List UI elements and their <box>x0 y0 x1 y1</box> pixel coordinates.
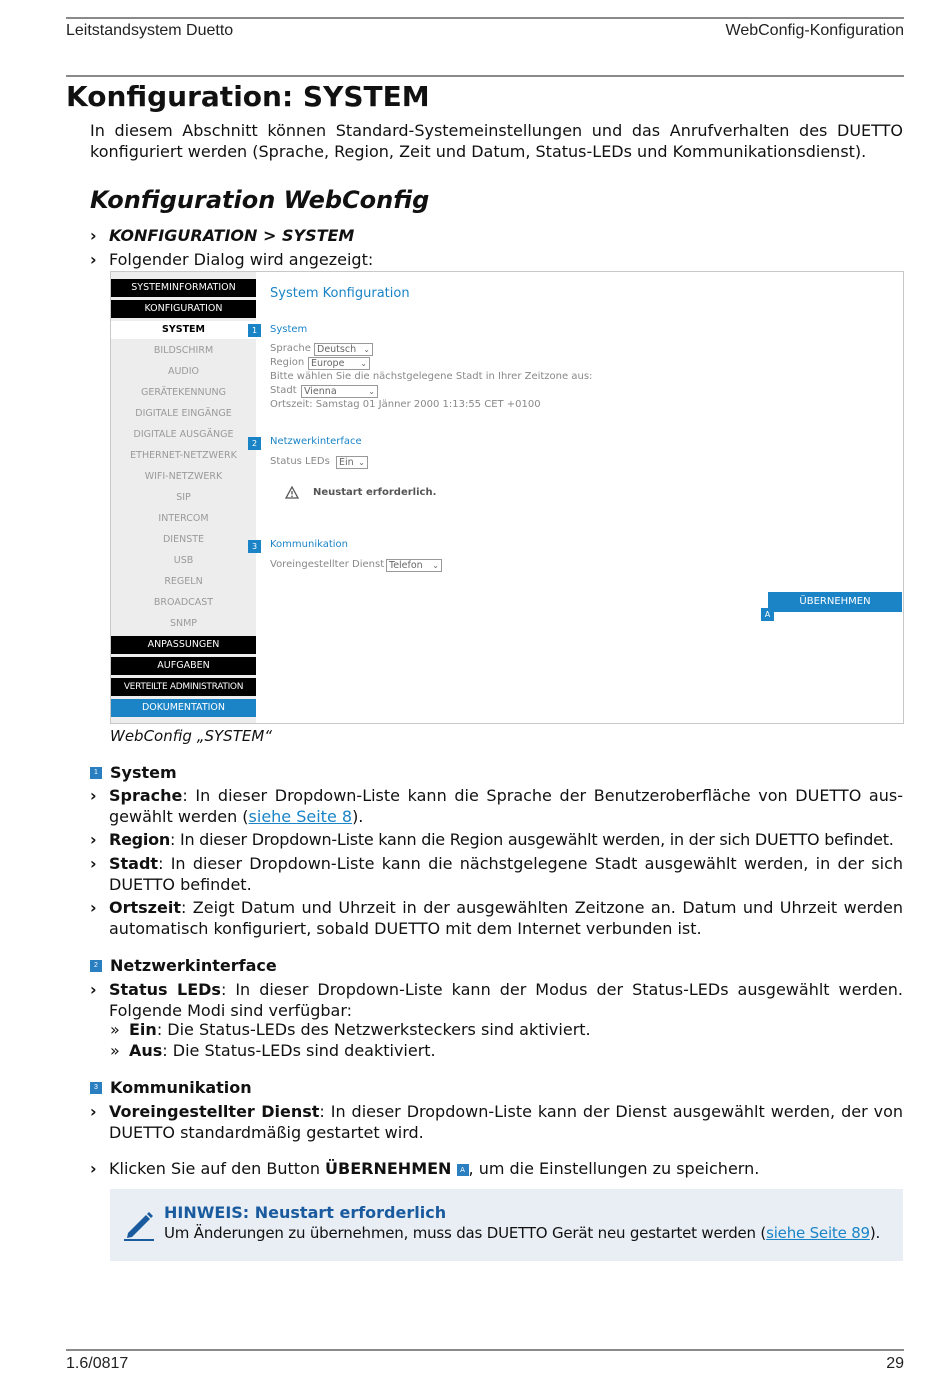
ortszeit-readout: Ortszeit: Samstag 01 Jänner 2000 1:13:55 CET +0100 <box>270 399 541 410</box>
nav-item[interactable]: INTERCOM <box>158 513 209 524</box>
webconfig-sec-network: Netzwerkinterface <box>270 436 362 447</box>
section2-marker: 2 <box>90 960 102 972</box>
sprache-select[interactable]: Deutsch ⌄ <box>314 343 373 356</box>
header-bottom-rule <box>66 75 904 77</box>
bullet-arrow-icon: › <box>90 1102 97 1121</box>
stadt-select[interactable]: Vienna ⌄ <box>301 385 378 398</box>
webconfig-sec-system: System <box>270 324 308 335</box>
pencil-icon <box>122 1207 156 1246</box>
chevron-down-icon: ⌄ <box>358 458 365 467</box>
note-box <box>110 1189 903 1261</box>
section3-marker: 3 <box>90 1082 102 1094</box>
stadt-label: Stadt <box>270 385 297 396</box>
nav-item[interactable]: REGELN <box>164 576 203 587</box>
footer-page-number: 29 <box>886 1355 904 1372</box>
bullet-arrow-icon: › <box>90 250 97 269</box>
item-status-leds: › Status LEDs: In dieser Dropdown-Liste kann der Modus der Status-LEDs ausgewählt werden. Folgende Modi sind verfügbar: <box>90 980 904 1020</box>
section-marker-2: 2 <box>248 437 261 450</box>
item-ein: » Ein: Die Status-LEDs des Netzwerksteckers sind aktiviert. <box>110 1020 591 1039</box>
intro-paragraph: In diesem Abschnitt können Standard-Systemeinstellungen und das Anrufverhalten des DUETTO konfiguriert werden (Sprache, Region, Zeit und Datum, Status-LEDs und Kommunikationsdienst). <box>90 121 903 161</box>
bullet-arrow-icon: › <box>90 898 97 917</box>
bullet-arrow-icon: › <box>90 226 97 245</box>
webconfig-nav <box>111 272 256 723</box>
webconfig-screenshot <box>110 271 904 724</box>
nav-item[interactable]: USB <box>173 555 194 566</box>
header-left: Leitstandsystem Duetto <box>66 22 234 39</box>
section3-heading: Kommunikation <box>110 1078 252 1097</box>
bullet-arrow-icon: › <box>90 786 97 805</box>
chevron-down-icon: ⌄ <box>363 345 370 354</box>
webconfig-sec-communication: Kommunikation <box>270 539 349 550</box>
item-sprache: › Sprache: In dieser Dropdown-Liste kann die Sprache der Benutzeroberfläche von DUETTO ausgewählt werden (siehe Seite 8). <box>90 786 903 826</box>
nav-item[interactable]: DIGITALE EINGÄNGE <box>135 408 232 419</box>
section2-heading: Netzwerkinterface <box>110 956 277 975</box>
nav-item[interactable]: KONFIGURATION <box>111 300 256 318</box>
region-label: Region <box>270 357 305 368</box>
nav-item[interactable]: SYSTEMINFORMATION <box>111 279 256 297</box>
chevron-down-icon: ⌄ <box>368 387 375 396</box>
nav-item[interactable]: BROADCAST <box>153 597 214 608</box>
region-select[interactable]: Europe ⌄ <box>308 357 370 370</box>
step-click-apply: › Klicken Sie auf den Button ÜBERNEHMEN A , um die Einstellungen zu speichern. <box>90 1159 760 1178</box>
header-right: WebConfig-Konfiguration <box>725 22 904 39</box>
sub-bullet-icon: » <box>110 1041 120 1060</box>
step-path: › KONFIGURATION > SYSTEM <box>90 226 355 245</box>
note-text: Um Änderungen zu übernehmen, muss das DUETTO Gerät neu gestartet werden (siehe Seite 89). <box>164 1224 881 1242</box>
footer-version: 1.6/0817 <box>66 1355 129 1372</box>
item-aus: » Aus: Die Status-LEDs sind deaktiviert. <box>110 1041 436 1060</box>
note-title: HINWEIS: Neustart erforderlich <box>164 1203 447 1222</box>
item-dienst: › Voreingestellter Dienst: In dieser Dropdown-Liste kann der Dienst ausgewählt werden, der von DUETTO standardmäßig gestartet wird. <box>90 1102 904 1142</box>
nav-item[interactable]: WIFI-NETZWERK <box>144 471 223 482</box>
dienst-select[interactable]: Telefon ⌄ <box>386 559 442 572</box>
link-page-89[interactable]: siehe Seite 89 <box>766 1224 870 1242</box>
nav-item[interactable]: ANPASSUNGEN <box>111 636 256 654</box>
item-ortszeit: › Ortszeit: Zeigt Datum und Uhrzeit in der ausgewählten Zeitzone an. Datum und Uhrzeit werden automatisch konfiguriert, sobald DUETTO mit dem Internet verbunden ist. <box>90 898 903 938</box>
sub-bullet-icon: » <box>110 1020 120 1039</box>
nav-item[interactable]: DIGITALE AUSGÄNGE <box>133 429 234 440</box>
restart-warning: Neustart erforderlich. <box>313 487 437 498</box>
webconfig-page-title: System Konfiguration <box>270 286 410 301</box>
bullet-arrow-icon: › <box>90 980 97 999</box>
apply-marker: A <box>761 608 774 621</box>
section1-marker: 1 <box>90 767 102 779</box>
sprache-label: Sprache <box>270 343 311 354</box>
dienst-label: Voreingestellter Dienst <box>270 559 385 570</box>
nav-item[interactable]: GERÄTEKENNUNG <box>140 387 226 398</box>
apply-button[interactable]: ÜBERNEHMEN <box>768 592 902 612</box>
nav-item[interactable]: SYSTEM <box>111 321 256 339</box>
link-page-8[interactable]: siehe Seite 8 <box>248 806 353 826</box>
section-marker-3: 3 <box>248 540 261 553</box>
leds-label: Status LEDs <box>270 456 330 467</box>
item-region: › Region: In dieser Dropdown-Liste kann die Region ausgewählt werden, in der sich DUETTO befindet. <box>90 830 894 849</box>
nav-item[interactable]: DOKUMENTATION <box>111 699 256 717</box>
section-subtitle: Konfiguration WebConfig <box>90 186 430 214</box>
nav-item[interactable]: AUDIO <box>167 366 200 377</box>
apply-marker-inline: A <box>457 1164 469 1176</box>
nav-item[interactable]: VERTEILTE ADMINISTRATION <box>111 678 256 696</box>
city-hint: Bitte wählen Sie die nächstgelegene Stadt in Ihrer Zeitzone aus: <box>270 371 593 382</box>
figure-caption: WebConfig „SYSTEM“ <box>110 727 273 745</box>
nav-item[interactable]: DIENSTE <box>162 534 205 545</box>
leds-select[interactable]: Ein ⌄ <box>336 456 368 469</box>
section-marker-1: 1 <box>248 324 261 337</box>
bullet-arrow-icon: › <box>90 1159 97 1178</box>
footer-rule <box>66 1349 904 1351</box>
item-stadt: › Stadt: In dieser Dropdown-Liste kann die nächstgelegene Stadt ausgewählt werden, in der sich DUETTO befindet. <box>90 854 903 894</box>
nav-item[interactable]: ETHERNET-NETZWERK <box>130 450 237 461</box>
section1-heading: System <box>110 763 177 782</box>
bullet-arrow-icon: › <box>90 830 97 849</box>
step-dialog: › Folgender Dialog wird angezeigt: <box>90 250 374 269</box>
nav-item[interactable]: SNMP <box>169 618 198 629</box>
bullet-arrow-icon: › <box>90 854 97 873</box>
nav-item[interactable]: BILDSCHIRM <box>153 345 214 356</box>
page-title: Konfiguration: SYSTEM <box>66 80 430 113</box>
chevron-down-icon: ⌄ <box>432 561 439 570</box>
header-top-rule <box>66 17 904 19</box>
warning-icon <box>285 484 299 503</box>
chevron-down-icon: ⌄ <box>360 359 367 368</box>
nav-item[interactable]: AUFGABEN <box>111 657 256 675</box>
nav-item[interactable]: SIP <box>176 492 191 503</box>
